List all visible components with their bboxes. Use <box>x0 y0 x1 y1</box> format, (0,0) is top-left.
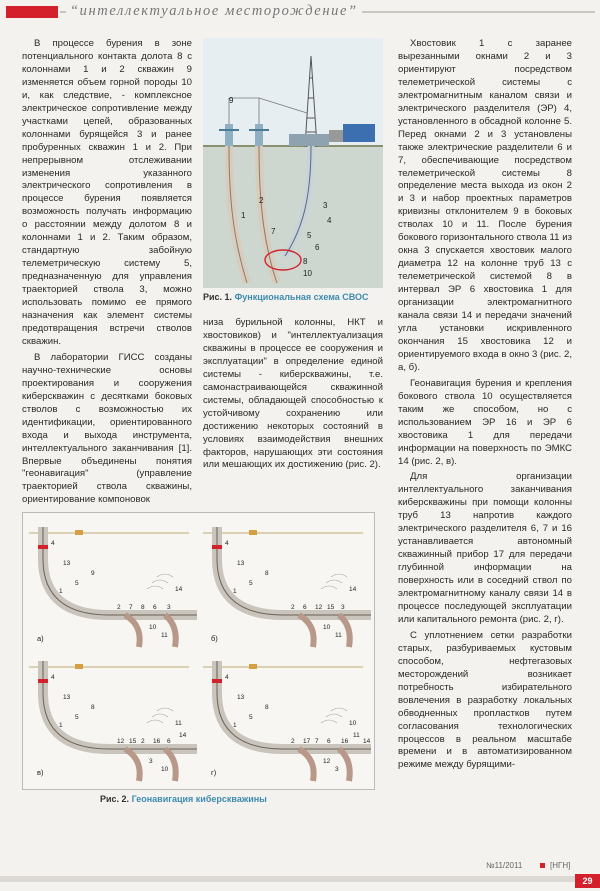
fig2-label: 13 <box>63 560 71 567</box>
page-header <box>0 0 600 26</box>
fig2-label: 14 <box>179 732 187 739</box>
paragraph: Для организации интеллектуального заканчивания киберскважины при помощи колонны труб 13 напротив каждого электрического разделителя 6, 7 и 16 устанавливается автономный скважинный прибор 17 для передачи глубинной информации на поверхность или в соседний ствол по электромагнитному каналу связи 14 в процессе последующей эксплуатации или капитального ремонта (рис. 2, г). <box>398 471 572 625</box>
fig2-label: 3 <box>335 766 339 773</box>
fig2-label: 12 <box>315 604 323 611</box>
fig2-label: 6 <box>303 604 307 611</box>
fig2-label: 16 <box>341 738 349 745</box>
fig2-label: 5 <box>75 580 79 587</box>
fig2-label: 10 <box>323 624 331 631</box>
fig2-label: 2 <box>141 738 145 745</box>
paragraph: В процессе бурения в зоне потенциального контакта долота 8 с колоннами 1 и 2 скважин 9 изменяется объем горной породы 10 и, как следствие, - комплексное электрическое сопротивление между участками цепей, образованных колоннами бурящейся 3 и ранее пробуренных скважин 1 и 2. При непрерывном отслеживании изменения указанного электрического сопротивления в процессе бурения появляется возможность получать информацию о расстоянии между долотом 8 и колоннами 1 и 2. Таким образом, стандартную забойную телеметрическую систему 5, предназначенную для управления траекторией ствола 3, можно использовать помимо ее прямого назначения как элемент системы предотвращения встречи стволов скважин. <box>22 38 192 347</box>
figure-1-caption: Рис. 1. Функциональная схема СВОС <box>203 292 369 302</box>
fig2-panel-label: г) <box>211 768 217 777</box>
paragraph: С уплотнением сетки разработки старых, разбуриваемых кустовым способом, нефтегазовых месторождений возникает потребность избирательного вовлечения в разработку локальных обводненных пропластков путем согласования технологических процессов в реальном масштабе времени и в автоматизированном режиме между бурящими- <box>398 629 572 771</box>
fig1-label: 5 <box>307 231 312 240</box>
fig2-label: 14 <box>349 586 357 593</box>
fig2-label: 7 <box>129 604 133 611</box>
fig2-label: 1 <box>59 722 63 729</box>
fig2-label: 14 <box>175 586 183 593</box>
fig2-label: 12 <box>117 738 125 745</box>
fig2-label: 8 <box>265 704 269 711</box>
fig2-label: 4 <box>51 540 55 547</box>
text-column-2 <box>203 317 383 472</box>
fig1-label: 6 <box>315 243 320 252</box>
fig1-label: 2 <box>259 196 264 205</box>
fig2-label: 5 <box>249 714 253 721</box>
fig2-label: 10 <box>149 624 157 631</box>
fig1-label: 10 <box>303 269 312 278</box>
fig1-label: 1 <box>241 211 246 220</box>
figure-2-caption: Рис. 2. Геонавигация киберскважины <box>100 794 267 804</box>
fig2-panel-label: в) <box>37 768 44 777</box>
fig2-label: 12 <box>323 758 331 765</box>
text-column-3 <box>398 38 572 772</box>
fig2-label: 3 <box>341 604 345 611</box>
fig2-label: 3 <box>149 758 153 765</box>
fig2-label: 2 <box>291 738 295 745</box>
fig2-label: 6 <box>167 738 171 745</box>
fig2-label: 2 <box>117 604 121 611</box>
fig2-label: 6 <box>327 738 331 745</box>
fig2-label: 5 <box>249 580 253 587</box>
fig2-label: 15 <box>129 738 137 745</box>
figure-1-diagram <box>203 38 383 288</box>
fig2-label: 1 <box>233 588 237 595</box>
fig2-label: 8 <box>265 570 269 577</box>
fig1-label: 9 <box>229 96 234 105</box>
fig2-label: 11 <box>335 632 342 639</box>
fig2-panel-label: а) <box>37 634 44 643</box>
fig2-label: 1 <box>59 588 63 595</box>
fig2-label: 10 <box>349 720 357 727</box>
magazine-name: [НГН] <box>550 861 571 870</box>
text-column-1 <box>22 38 192 507</box>
paragraph: низа бурильной колонны, НКТ и хвостовиков) и "интеллектуализация скважины в процессе ее сооружения и эксплуатации" в определение единой системы - киберскважины, т.е. самонастраивающейся скважинной системы, обладающей способностью к устойчивому сохранению или достижению некоторых состояний в условиях взаимодействия внешних факторов, нарушающих эти состояния или мешающих их достижению (рис. 2). <box>203 317 383 471</box>
fig2-label: 17 <box>303 738 311 745</box>
page-number: 29 <box>575 874 600 888</box>
fig2-label: 14 <box>363 738 371 745</box>
fig2-label: 13 <box>63 694 71 701</box>
fig2-label: 5 <box>75 714 79 721</box>
fig2-label: 9 <box>91 570 95 577</box>
fig2-label: 2 <box>291 604 295 611</box>
fig2-panel <box>29 527 197 647</box>
fig2-panel-label: б) <box>211 634 218 643</box>
fig2-label: 7 <box>315 738 319 745</box>
fig2-label: 4 <box>225 674 229 681</box>
fig2-label: 3 <box>167 604 171 611</box>
footer-stripe <box>0 876 575 882</box>
fig2-label: 6 <box>153 604 157 611</box>
fig2-label: 11 <box>353 732 360 739</box>
paragraph: Хвостовик 1 с заранее вырезанными окнами 2 и 3 ориентируют посредством телеметрической системы с электромагнитным каналом связи и электрического разделителя (ЭР) 4, установленного в обсадной колонне 5. Перед окнами 2 и 3 установлены также электрические разделители 6 и 7, обеспечивающие посредством телеметрической системы 8 определение места выхода из окон 2 и 3 и набор проектных параметров кривизны отклонителем 9 в боковых стволах 10 и 11. После бурения бокового горизонтального ствола 11 из окна 3 спускается хвостовик малого диаметра 12 на колонне труб 13 с телеметрической системой 8 в интервал ЭР 6 хвостовика 1 для организации электромагнитного канала связи 14 и передачи значений угла установки искривленного окончания 15 хвостовика 12 и ориентируемого входа в окно 3 (рис. 2, а, б). <box>398 38 573 373</box>
issue-number: №11/2011 <box>486 861 523 870</box>
fig2-label: 13 <box>237 560 245 567</box>
fig2-panel <box>203 527 371 647</box>
fig1-label: 7 <box>271 227 276 236</box>
figure-2-diagram <box>23 513 376 791</box>
figure-2-frame <box>22 512 375 790</box>
fig2-label: 11 <box>161 632 168 639</box>
fig2-label: 4 <box>225 540 229 547</box>
header-accent <box>6 6 58 18</box>
fig1-label: 3 <box>323 201 328 210</box>
fig2-panel <box>29 661 197 781</box>
fig2-label: 13 <box>237 694 245 701</box>
fig2-label: 11 <box>175 720 182 727</box>
paragraph: Геонавигация бурения и крепления бокового ствола 10 осуществляется таким же способом, но с использованием ЭР 16 и ЭР 6 хвостовика 1 для передачи информации на поверхность по ЭМКС 14 (рис. 2, в). <box>398 377 572 467</box>
fig2-label: 1 <box>233 722 237 729</box>
section-title: “интеллектуальное месторождение” <box>66 3 362 20</box>
fig1-label: 8 <box>303 257 308 266</box>
fig2-label: 10 <box>161 766 169 773</box>
paragraph: В лаборатории ГИСС созданы научно-технические основы проектирования и сооружения киберскважин с десятками боковых стволов с возможностью их идентификации, ориентированного входа и выхода инструмента, интеллектуального заканчивания [1]. Впервые объединены понятия "геонавигация" (управление траекторией ствола скважины, ориентирование компоновок <box>22 351 192 506</box>
fig2-panel <box>203 661 371 781</box>
fig2-label: 15 <box>327 604 335 611</box>
fig2-label: 8 <box>141 604 145 611</box>
fig1-label: 4 <box>327 216 332 225</box>
footer-accent <box>540 863 545 868</box>
fig2-label: 8 <box>91 704 95 711</box>
fig2-label: 16 <box>153 738 161 745</box>
fig2-label: 4 <box>51 674 55 681</box>
